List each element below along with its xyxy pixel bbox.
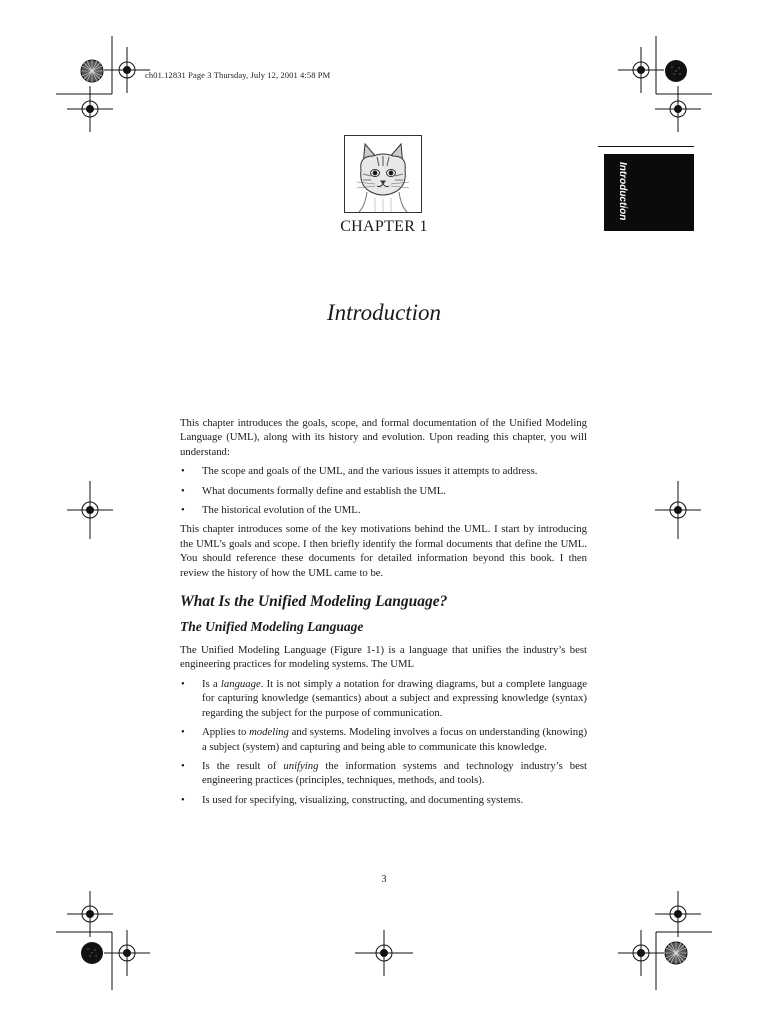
registration-mark-icon (618, 930, 664, 976)
list-item-emphasis: unifying (283, 759, 319, 772)
intro-bullet-list (180, 464, 587, 517)
intro-paragraph-2: This chapter introduces some of the key motivations behind the UML. I start by introducing the UML’s goals and scope. I then briefly identify the formal documents that define the UML. You should reference these documents for detailed information beyond this book. I then review the history of how the UML came to be. (180, 523, 587, 579)
density-target-icon (80, 59, 104, 83)
section-heading: What Is the Unified Modeling Language? (180, 593, 448, 611)
cat-illustration-icon (345, 136, 421, 212)
section-tab-label: Introduction (617, 162, 628, 221)
list-item-text: . It is not simply a notation for drawing diagrams, but a complete language for capturing knowledge (semantics) about a subject and expressing knowledge (syntax) regarding the subject for the purpose of communication. (202, 677, 587, 719)
list-item-emphasis: modeling (249, 726, 289, 739)
registration-mark-icon (355, 930, 413, 976)
list-item (180, 725, 587, 754)
list-item-text: Is a (202, 677, 221, 690)
list-item-text: and systems. Modeling involves a focus on understanding (knowing) a subject (system) and capturing and being able to communicate this knowledge. (202, 726, 588, 753)
uml-bullet-list (180, 677, 587, 807)
list-item-text: the information systems and technology industry’s best engineering practices (principles, techniques, methods, and tools). (202, 759, 587, 787)
density-target-icon (80, 941, 104, 965)
registration-mark-icon (67, 86, 113, 132)
list-item: • The historical evolution of the UML. (180, 503, 587, 517)
chapter-illustration-frame (344, 135, 422, 213)
density-target-icon (664, 59, 688, 83)
print-slug: ch01.12831 Page 3 Thursday, July 12, 2001 4:58 PM (145, 70, 331, 80)
chapter-title: Introduction (326, 300, 442, 325)
list-item-text: Applies to (202, 726, 250, 739)
tab-rule (598, 146, 694, 147)
list-item-text: Is the result of (202, 759, 284, 772)
list-item (180, 793, 587, 807)
registration-mark-icon (655, 86, 701, 132)
page-number: 3 (381, 874, 387, 885)
intro-paragraph: This chapter introduces the goals, scope, and formal documentation of the Unified Modeling Language (UML), along with its history and evolution. Upon reading this chapter, you will understand: (180, 417, 587, 458)
registration-mark-icon (655, 481, 701, 539)
list-item: • What documents formally define and establish the UML. (180, 484, 587, 498)
chapter-label: CHAPTER 1 (340, 218, 428, 235)
registration-mark-icon (67, 481, 113, 539)
registration-mark-icon (104, 930, 150, 976)
list-item (180, 677, 587, 720)
list-item: • The scope and goals of the UML, and the various issues it attempts to address. (180, 464, 587, 478)
body-column (180, 416, 587, 812)
list-item-emphasis: language (220, 677, 261, 690)
subsection-heading: The Unified Modeling Language (180, 619, 364, 635)
list-item-text: Is used for specifying, visualizing, constructing, and documenting systems. (202, 793, 524, 806)
density-target-icon (664, 941, 688, 965)
list-item (180, 759, 587, 788)
section-paragraph: The Unified Modeling Language (Figure 1-1) is a language that unifies the industry’s best engineering practices for modeling systems. The UML (180, 644, 587, 671)
